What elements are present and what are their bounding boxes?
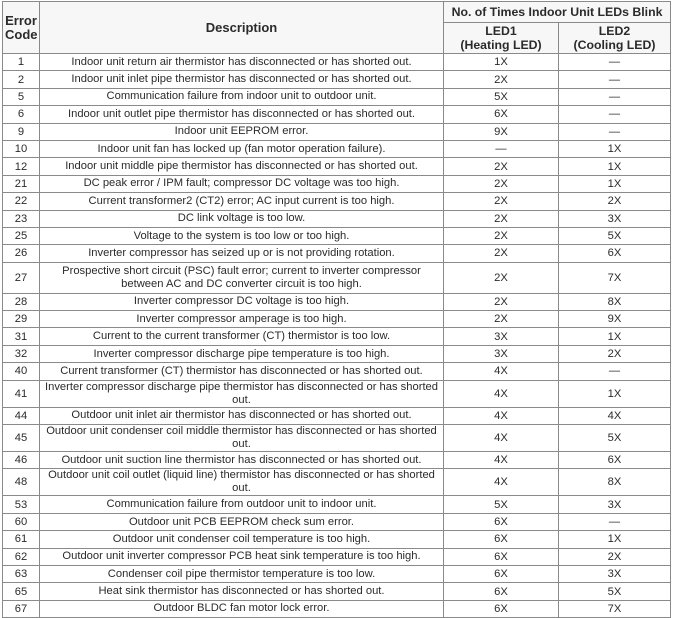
error-code-cell: 25 <box>3 227 40 244</box>
error-code-cell: 2 <box>3 71 40 88</box>
led1-blink-cell: 5X <box>444 496 559 513</box>
table-row <box>3 407 671 424</box>
led2-blink-cell: — <box>559 106 671 123</box>
led2-blink-cell: 7X <box>559 262 671 293</box>
table-row <box>3 123 671 140</box>
description-cell: Communication failure from outdoor unit to indoor unit. <box>40 496 444 513</box>
table-header <box>3 2 671 54</box>
table-row <box>3 54 671 71</box>
description-cell: Indoor unit return air thermistor has disconnected or has shorted out. <box>40 54 444 71</box>
led1-blink-cell: 4X <box>444 469 559 496</box>
table-row <box>3 175 671 192</box>
led1-blink-cell: 2X <box>444 210 559 227</box>
header-led2 <box>559 23 671 54</box>
led1-blink-cell: 4X <box>444 425 559 452</box>
led2-blink-cell: 8X <box>559 293 671 310</box>
led2-blink-cell: — <box>559 363 671 380</box>
led2-blink-cell: 5X <box>559 425 671 452</box>
table-row <box>3 311 671 328</box>
table-row <box>3 345 671 362</box>
error-code-table <box>2 1 671 618</box>
table-row <box>3 548 671 565</box>
table-row <box>3 140 671 157</box>
error-code-cell: 60 <box>3 513 40 530</box>
description-cell: Current transformer2 (CT2) error; AC input current is too high. <box>40 193 444 210</box>
led2-blink-cell: — <box>559 123 671 140</box>
led1-blink-cell: 9X <box>444 123 559 140</box>
error-code-cell: 21 <box>3 175 40 192</box>
description-cell: Indoor unit EEPROM error. <box>40 123 444 140</box>
led1-blink-cell: 5X <box>444 88 559 105</box>
led1-blink-cell: 4X <box>444 407 559 424</box>
led2-blink-cell: 9X <box>559 311 671 328</box>
led1-blink-cell: 4X <box>444 363 559 380</box>
description-cell: Outdoor unit condenser coil middle thermistor has disconnected or has shorted out. <box>40 425 444 452</box>
table-row <box>3 600 671 617</box>
led1-blink-cell: 2X <box>444 227 559 244</box>
error-code-cell: 23 <box>3 210 40 227</box>
description-cell: Voltage to the system is too low or too high. <box>40 227 444 244</box>
error-code-cell: 45 <box>3 425 40 452</box>
description-cell: Inverter compressor discharge pipe thermistor has disconnected or has shorted out. <box>40 380 444 407</box>
led1-blink-cell: 6X <box>444 531 559 548</box>
error-code-cell: 63 <box>3 565 40 582</box>
error-code-cell: 65 <box>3 583 40 600</box>
description-cell: Indoor unit outlet pipe thermistor has disconnected or has shorted out. <box>40 106 444 123</box>
led1-blink-cell: 2X <box>444 193 559 210</box>
led2-blink-cell: 8X <box>559 469 671 496</box>
led2-blink-cell: 3X <box>559 496 671 513</box>
table-row <box>3 565 671 582</box>
table-row <box>3 380 671 407</box>
error-code-cell: 67 <box>3 600 40 617</box>
led1-blink-cell: 2X <box>444 175 559 192</box>
table-row <box>3 452 671 469</box>
led1-blink-cell: — <box>444 140 559 157</box>
description-cell: Outdoor unit condenser coil temperature is too high. <box>40 531 444 548</box>
description-cell: Condenser coil pipe thermistor temperature is too low. <box>40 565 444 582</box>
error-code-cell: 53 <box>3 496 40 513</box>
description-cell: DC peak error / IPM fault; compressor DC voltage was too high. <box>40 175 444 192</box>
description-cell: Indoor unit fan has locked up (fan motor operation failure). <box>40 140 444 157</box>
header-led1 <box>444 23 559 54</box>
error-code-cell: 41 <box>3 380 40 407</box>
led1-blink-cell: 2X <box>444 71 559 88</box>
description-cell: Inverter compressor has seized up or is not providing rotation. <box>40 245 444 262</box>
description-cell: Outdoor unit suction line thermistor has disconnected or has shorted out. <box>40 452 444 469</box>
led2-blink-cell: — <box>559 513 671 530</box>
error-code-cell: 31 <box>3 328 40 345</box>
header-led-blink-count <box>444 2 671 23</box>
led1-blink-cell: 3X <box>444 328 559 345</box>
description-cell: Inverter compressor discharge pipe temperature is too high. <box>40 345 444 362</box>
header-error-code <box>3 2 40 54</box>
description-cell: DC link voltage is too low. <box>40 210 444 227</box>
led2-blink-cell: 3X <box>559 210 671 227</box>
table-row <box>3 583 671 600</box>
table-body <box>3 54 671 618</box>
led1-blink-cell: 4X <box>444 380 559 407</box>
description-cell: Heat sink thermistor has disconnected or has shorted out. <box>40 583 444 600</box>
led2-blink-cell: 5X <box>559 227 671 244</box>
error-code-cell: 44 <box>3 407 40 424</box>
led1-blink-cell: 3X <box>444 345 559 362</box>
error-code-cell: 9 <box>3 123 40 140</box>
error-code-cell: 12 <box>3 158 40 175</box>
description-cell: Indoor unit inlet pipe thermistor has disconnected or has shorted out. <box>40 71 444 88</box>
led2-blink-cell: 1X <box>559 158 671 175</box>
led1-blink-cell: 2X <box>444 311 559 328</box>
error-code-cell: 61 <box>3 531 40 548</box>
table-row <box>3 293 671 310</box>
error-code-cell: 62 <box>3 548 40 565</box>
led1-blink-cell: 6X <box>444 513 559 530</box>
led2-blink-cell: 1X <box>559 531 671 548</box>
led1-blink-cell: 2X <box>444 245 559 262</box>
table-row <box>3 531 671 548</box>
error-code-cell: 40 <box>3 363 40 380</box>
table-row <box>3 469 671 496</box>
led1-blink-cell: 4X <box>444 452 559 469</box>
table-row <box>3 193 671 210</box>
led2-blink-cell: 1X <box>559 140 671 157</box>
led2-blink-cell: 3X <box>559 565 671 582</box>
description-cell: Inverter compressor DC voltage is too high. <box>40 293 444 310</box>
led1-blink-cell: 6X <box>444 583 559 600</box>
table-row <box>3 363 671 380</box>
led2-blink-cell: 4X <box>559 407 671 424</box>
table-row <box>3 210 671 227</box>
header-led2-label: LED2 (Cooling LED) <box>573 24 656 52</box>
description-cell: Outdoor unit inlet air thermistor has disconnected or has shorted out. <box>40 407 444 424</box>
led2-blink-cell: 2X <box>559 345 671 362</box>
description-cell: Outdoor unit coil outlet (liquid line) thermistor has disconnected or has shorted out. <box>40 469 444 496</box>
led2-blink-cell: 2X <box>559 548 671 565</box>
led1-blink-cell: 6X <box>444 565 559 582</box>
table-row <box>3 425 671 452</box>
table-row <box>3 71 671 88</box>
led1-blink-cell: 6X <box>444 600 559 617</box>
led2-blink-cell: — <box>559 71 671 88</box>
description-cell: Outdoor unit inverter compressor PCB heat sink temperature is too high. <box>40 548 444 565</box>
description-cell: Prospective short circuit (PSC) fault error; current to inverter compressor between AC and DC converter circuit is too high. <box>40 262 444 293</box>
led2-blink-cell: — <box>559 54 671 71</box>
table-row <box>3 245 671 262</box>
led1-blink-cell: 1X <box>444 54 559 71</box>
table-row <box>3 262 671 293</box>
led2-blink-cell: 2X <box>559 193 671 210</box>
table-row <box>3 158 671 175</box>
error-code-cell: 29 <box>3 311 40 328</box>
error-code-cell: 27 <box>3 262 40 293</box>
error-code-cell: 46 <box>3 452 40 469</box>
led2-blink-cell: 5X <box>559 583 671 600</box>
description-cell: Inverter compressor amperage is too high. <box>40 311 444 328</box>
error-code-cell: 6 <box>3 106 40 123</box>
description-cell: Current transformer (CT) thermistor has disconnected or has shorted out. <box>40 363 444 380</box>
header-description-label: Description <box>205 19 278 35</box>
led2-blink-cell: — <box>559 88 671 105</box>
led2-blink-cell: 7X <box>559 600 671 617</box>
led2-blink-cell: 6X <box>559 452 671 469</box>
description-cell: Outdoor BLDC fan motor lock error. <box>40 600 444 617</box>
error-code-cell: 5 <box>3 88 40 105</box>
led1-blink-cell: 2X <box>444 293 559 310</box>
error-code-cell: 28 <box>3 293 40 310</box>
error-code-cell: 22 <box>3 193 40 210</box>
header-led1-label: LED1 (Heating LED) <box>460 24 542 52</box>
led1-blink-cell: 2X <box>444 158 559 175</box>
led1-blink-cell: 6X <box>444 106 559 123</box>
table-row <box>3 106 671 123</box>
led2-blink-cell: 1X <box>559 175 671 192</box>
led2-blink-cell: 1X <box>559 380 671 407</box>
header-description <box>40 2 444 54</box>
table-row <box>3 227 671 244</box>
led2-blink-cell: 6X <box>559 245 671 262</box>
header-led-blink-label: No. of Times Indoor Unit LEDs Blink <box>451 5 663 19</box>
description-cell: Outdoor unit PCB EEPROM check sum error. <box>40 513 444 530</box>
description-cell: Indoor unit middle pipe thermistor has disconnected or has shorted out. <box>40 158 444 175</box>
led1-blink-cell: 2X <box>444 262 559 293</box>
error-code-cell: 1 <box>3 54 40 71</box>
error-code-cell: 10 <box>3 140 40 157</box>
table-row <box>3 513 671 530</box>
led1-blink-cell: 6X <box>444 548 559 565</box>
error-code-cell: 32 <box>3 345 40 362</box>
error-code-cell: 48 <box>3 469 40 496</box>
error-code-cell: 26 <box>3 245 40 262</box>
description-cell: Communication failure from indoor unit to outdoor unit. <box>40 88 444 105</box>
description-cell: Current to the current transformer (CT) thermistor is too low. <box>40 328 444 345</box>
table-row <box>3 328 671 345</box>
header-error-code-label: Error Code <box>5 12 38 42</box>
table-row <box>3 496 671 513</box>
table-row <box>3 88 671 105</box>
led2-blink-cell: 1X <box>559 328 671 345</box>
